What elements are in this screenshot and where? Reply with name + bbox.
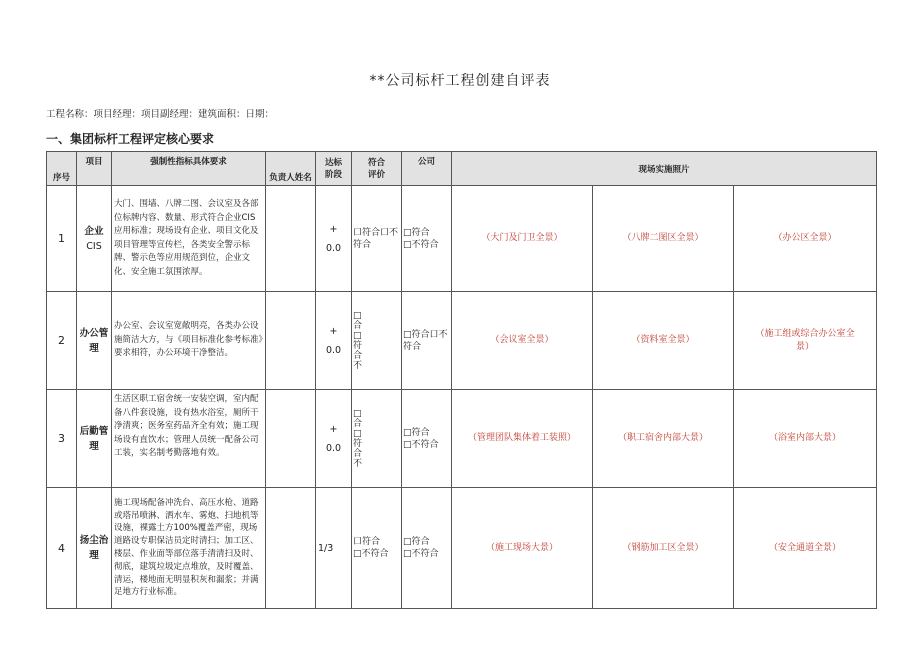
company-eval-option2: □不符合: [403, 239, 439, 250]
company-eval-option2: □不符合: [403, 549, 439, 559]
row-requirement: 施工现场配备冲洗台、高压水枪、道路或塔吊喷淋、洒水车、雾炮、扫地机等设施，裸露土方100%覆盖严密，现场道路设专职保洁员定时清扫；加工区、楼层、作业面等部位落手清清扫及时、彻底，建筑垃圾定点堆放，及时覆盖、清运，楼地面无明显积灰和漏浆；并满足地方行业标准。: [112, 488, 266, 609]
row-project-line2: 理: [89, 440, 99, 452]
header-stage-line2: 阶段: [324, 169, 342, 180]
photo-placeholder[interactable]: （八牌二图区全景）: [593, 186, 734, 292]
company-eval-checkbox[interactable]: [402, 292, 452, 390]
photo-placeholder[interactable]: （施工现场大景）: [452, 488, 593, 609]
self-eval-checkbox[interactable]: [352, 292, 402, 390]
self-eval-line3: 合不: [353, 350, 363, 371]
company-eval-checkbox[interactable]: [402, 390, 452, 488]
photo-placeholder[interactable]: （安全通道全景）: [734, 488, 877, 609]
row-stage-line2: 0.0: [325, 242, 342, 254]
row-seq: 3: [47, 390, 77, 488]
self-eval-checkbox[interactable]: [352, 488, 402, 609]
section-heading: 一、集团标杆工程评定核心要求: [46, 132, 215, 146]
self-eval-line2: 符合: [353, 239, 372, 250]
photo-placeholder[interactable]: （管理团队集体着工装照）: [452, 390, 593, 488]
header-responsible: 负责人姓名: [266, 152, 316, 186]
row-requirement: 办公室、会议室宽敞明亮，各类办公设施简洁大方，与《项目标准化参考标准》要求相符，办公环境干净整洁。: [112, 292, 266, 390]
self-eval-line1: 口符合口不: [353, 227, 399, 238]
row-requirement: 大门、围墙、八牌二图、会议室及各部位标牌内容、数量、形式符合企业CIS应用标准；现场设有企业、项目文化及项目管理等宣传栏，各类安全警示标牌、警示色等应用规范到位，企业文化、安全施工氛围浓厚。: [112, 186, 266, 292]
row-project: [77, 186, 112, 292]
row-stage: [316, 186, 352, 292]
row-stage-line2: 0.0: [325, 442, 342, 454]
row-project: [77, 292, 112, 390]
photo-placeholder[interactable]: （大门及门卫全景）: [452, 186, 593, 292]
row-project-line2: 理: [89, 550, 99, 561]
self-eval-line1: 口符合: [353, 537, 381, 547]
row-stage-line1: +: [329, 325, 338, 337]
photo-placeholder[interactable]: （会议室全景）: [452, 292, 593, 390]
row-stage-line1: +: [329, 423, 338, 435]
header-comply-line1: 符合: [367, 157, 385, 168]
row-stage-line1: +: [329, 223, 338, 235]
row-project-line2: CIS: [86, 240, 102, 252]
header-row: [47, 152, 877, 186]
photo-placeholder[interactable]: （施工组或综合办公室全景）: [734, 292, 877, 390]
row-stage-line2: 0.0: [325, 344, 342, 356]
row-project: [77, 390, 112, 488]
self-eval-line2: □不符合: [353, 549, 389, 559]
evaluation-table: [46, 151, 877, 609]
company-eval-option1: □符合: [403, 427, 430, 438]
self-eval-line2: □符: [353, 428, 363, 449]
self-eval-checkbox[interactable]: [352, 186, 402, 292]
row-project-line1: 办公管: [79, 327, 109, 339]
table-row: [47, 292, 877, 390]
row-seq: 2: [47, 292, 77, 390]
header-project: 项目: [77, 152, 112, 186]
company-eval-option1: □符合: [403, 537, 430, 547]
company-eval-checkbox[interactable]: [402, 186, 452, 292]
project-info-line: 工程名称：项目经理：项目副经理：建筑面积：日期：: [46, 109, 275, 120]
responsible-name-cell[interactable]: [266, 488, 316, 609]
row-seq: 1: [47, 186, 77, 292]
header-comply: [352, 152, 402, 186]
company-eval-option1: □符合: [403, 227, 430, 238]
company-eval-option2: □不符合: [403, 439, 439, 450]
responsible-name-cell[interactable]: [266, 186, 316, 292]
self-eval-checkbox[interactable]: [352, 390, 402, 488]
self-eval-line1: □合: [353, 310, 363, 331]
company-eval-option1: □符合口不: [403, 329, 448, 340]
header-comply-line2: 评价: [367, 169, 385, 180]
row-project-line2: 理: [89, 342, 99, 354]
self-eval-line3: 合不: [353, 448, 363, 469]
photo-placeholder[interactable]: （浴室内部大景）: [734, 390, 877, 488]
row-project-line1: 企业: [84, 225, 104, 237]
header-seq: 序号: [47, 152, 77, 186]
table-row: [47, 390, 877, 488]
responsible-name-cell[interactable]: [266, 390, 316, 488]
photo-placeholder[interactable]: （职工宿舍内部大景）: [593, 390, 734, 488]
table-row: [47, 488, 877, 609]
header-company: 公司: [402, 152, 452, 186]
company-eval-checkbox[interactable]: [402, 488, 452, 609]
row-project-line1: 后勤管: [79, 425, 109, 437]
responsible-name-cell[interactable]: [266, 292, 316, 390]
table-row: [47, 186, 877, 292]
self-eval-line1: □合: [353, 408, 363, 429]
row-stage: [316, 292, 352, 390]
header-photos: 现场实施照片: [452, 152, 877, 186]
header-requirement: 强制性指标具体要求: [112, 152, 266, 186]
header-stage: [316, 152, 352, 186]
row-project: [77, 488, 112, 609]
row-seq: 4: [47, 488, 77, 609]
company-eval-option2: 符合: [403, 341, 422, 352]
row-requirement: 生活区职工宿舍统一安装空调，室内配备八件套设施，设有热水浴室，厕所干净清爽；医务室药品齐全有效；施工现场设有直饮水；管理人员统一配备公司工装，实名制考勤落地有效。: [112, 390, 266, 488]
photo-placeholder[interactable]: （资料室全景）: [593, 292, 734, 390]
header-stage-line1: 达标: [324, 157, 342, 168]
row-stage: [316, 390, 352, 488]
photo-placeholder[interactable]: （办公区全景）: [734, 186, 877, 292]
row-project-line1: 扬尘治: [79, 535, 109, 546]
row-stage-line1: 1/3: [318, 542, 334, 554]
self-eval-line2: □符: [353, 330, 363, 351]
row-stage: [316, 488, 352, 609]
page-title: **公司标杆工程创建自评表: [369, 73, 551, 89]
photo-placeholder[interactable]: （钢筋加工区全景）: [593, 488, 734, 609]
